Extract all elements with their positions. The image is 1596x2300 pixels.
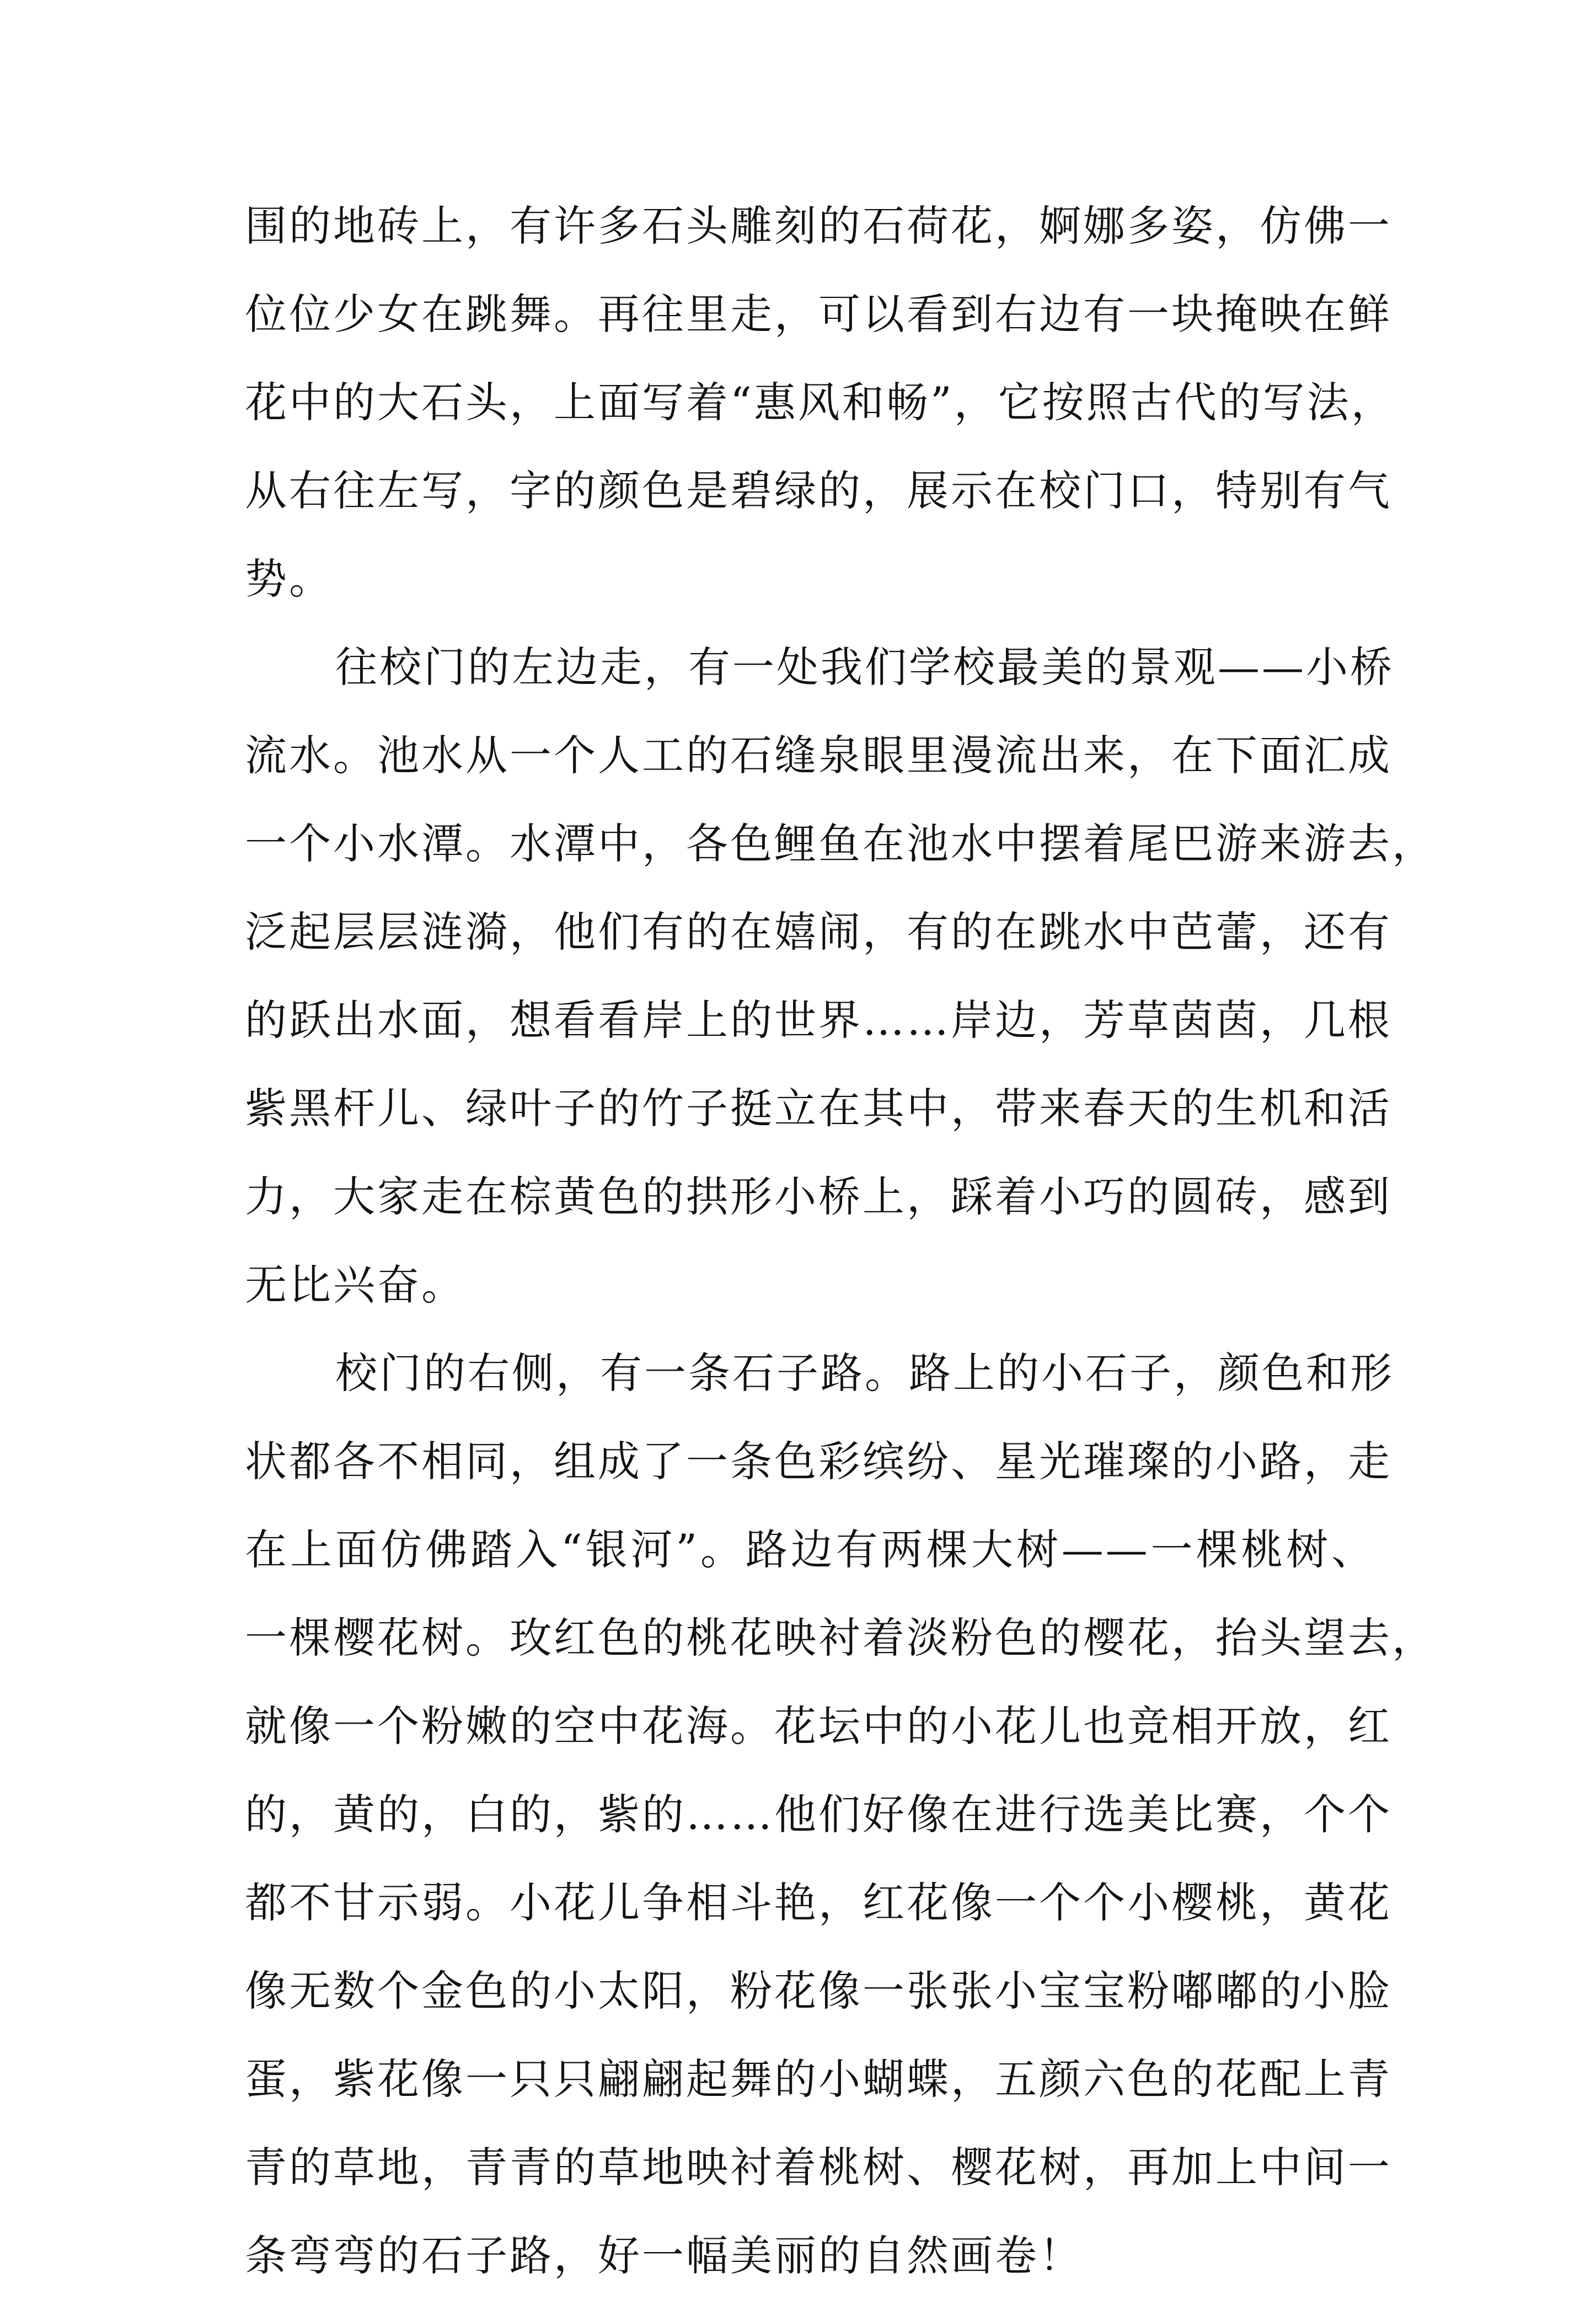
paragraph-3-line-5: 就像一个粉嫩的空中花海。花坛中的小花儿也竞相开放，红 — [245, 1702, 1392, 1751]
paragraph-2-line-7: 力，大家走在棕黄色的拱形小桥上，踩着小巧的圆砖，感到 — [245, 1172, 1392, 1221]
paragraph-3-line-9: 蛋，紫花像一只只翩翩起舞的小蝴蝶，五颜六色的花配上青 — [245, 2055, 1392, 2104]
paragraph-3-line-3: 在上面仿佛踏入“银河”。路边有两棵大树——一棵桃树、 — [245, 1525, 1375, 1574]
paragraph-1-line-1: 围的地砖上，有许多石头雕刻的石荷花，婀娜多姿，仿佛一 — [245, 201, 1392, 250]
paragraph-2-line-3: 一个小水潭。水潭中，各色鲤鱼在池水中摆着尾巴游来游去， — [245, 819, 1436, 868]
paragraph-3-line-11: 条弯弯的石子路，好一幅美丽的自然画卷！ — [245, 2231, 1083, 2280]
paragraph-2-line-5: 的跃出水面，想看看岸上的世界……岸边，芳草茵茵，几根 — [245, 996, 1392, 1045]
essay-body — [245, 182, 1436, 2300]
paragraph-3-line-2: 状都各不相同，组成了一条色彩缤纷、星光璀璨的小路，走 — [245, 1437, 1392, 1486]
paragraph-2-line-2: 流水。池水从一个人工的石缝泉眼里漫流出来，在下面汇成 — [245, 731, 1392, 780]
paragraph-3-line-1: 校门的右侧，有一条石子路。路上的小石子，颜色和形 — [335, 1349, 1394, 1398]
paragraph-3-line-8: 像无数个金色的小太阳，粉花像一张张小宝宝粉嘟嘟的小脸 — [245, 1966, 1392, 2015]
paragraph-2-line-1: 往校门的左边走，有一处我们学校最美的景观——小桥 — [335, 643, 1394, 692]
paragraph-1-line-3: 花中的大石头，上面写着“惠风和畅”，它按照古代的写法， — [245, 378, 1395, 427]
paragraph-2-line-6: 紫黑杆儿、绿叶子的竹子挺立在其中，带来春天的生机和活 — [245, 1084, 1392, 1133]
paragraph-1-line-4: 从右往左写，字的颜色是碧绿的，展示在校门口，特别有气 — [245, 466, 1392, 515]
paragraph-1-line-5: 势。 — [245, 554, 333, 603]
paragraph-3-line-7: 都不甘示弱。小花儿争相斗艳，红花像一个个小樱桃，黄花 — [245, 1878, 1392, 1927]
paragraph-3-line-10: 青的草地，青青的草地映衬着桃树、樱花树，再加上中间一 — [245, 2143, 1392, 2192]
paragraph-3-line-6: 的，黄的，白的，紫的……他们好像在进行选美比赛，个个 — [245, 1790, 1392, 1839]
paragraph-2-line-8: 无比兴奋。 — [245, 1260, 465, 1309]
paragraph-1-line-2: 位位少女在跳舞。再往里走，可以看到右边有一块掩映在鲜 — [245, 290, 1392, 339]
paragraph-2-line-4: 泛起层层涟漪，他们有的在嬉闹，有的在跳水中芭蕾，还有 — [245, 907, 1392, 956]
paragraph-3-line-4: 一棵樱花树。玫红色的桃花映衬着淡粉色的樱花，抬头望去， — [245, 1613, 1436, 1662]
